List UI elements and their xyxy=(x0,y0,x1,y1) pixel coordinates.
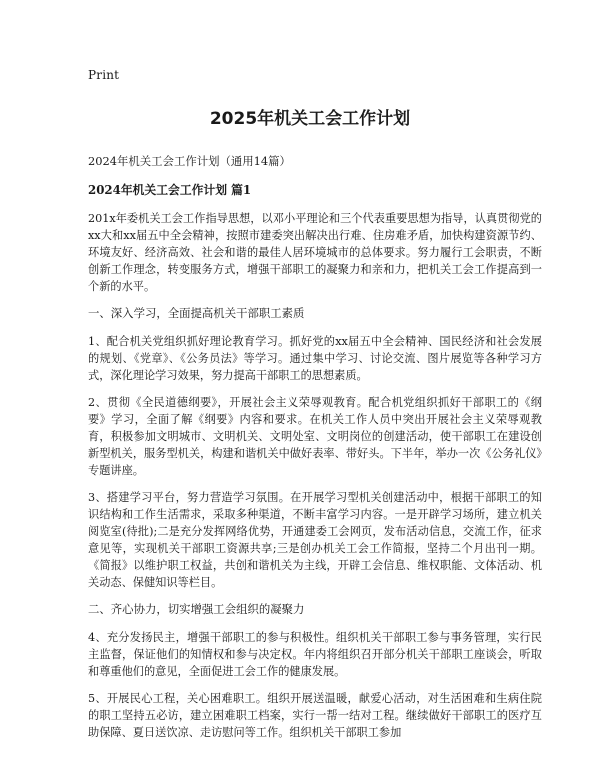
item-paragraph-4: 4、充分发扬民主，增强干部职工的参与积极性。组织机关干部职工参与事务管理，实行民主监督，保证他们的知情权和参与决定权。年内将组织召开部分机关干部职工座谈会，听取和尊重他们的意见，全面促进工会工作的健康发展。 xyxy=(88,631,542,678)
document-title: 2025年机关工会工作计划 xyxy=(209,109,411,129)
part-heading-2: 二、齐心协力，切实增强工会组织的凝聚力 xyxy=(88,602,305,616)
item-paragraph-2: 2、贯彻《全民道德纲要》，开展社会主义荣辱观教育。配合机党组织抓好干部职工的《纲要》学习，全面了解《纲要》内容和要求。在机关工作人员中突出开展社会主义荣辱观教育，积极参加文明城市、文明机关、文明处室、文明岗位的创建活动，使干部职工在建设创新型机关，服务型机关，构建和谐机关中做好表率、带好头。下半年，举办一次《公务礼仪》专题讲座。 xyxy=(88,396,542,477)
document-subtitle: 2024年机关工会工作计划（通用14篇） xyxy=(88,154,291,168)
item-paragraph-5: 5、开展民心工程，关心困难职工。组织开展送温暖，献爱心活动，对生活困难和生病住院的职工坚持五必访，建立困难职工档案，实行一帮一结对工程。继续做好干部职工的医疗互助保障、夏日送饮凉、走访慰问等工作。组织机关干部职工参加 xyxy=(88,692,542,739)
item-paragraph-1: 1、配合机关党组织抓好理论教育学习。抓好党的xx届五中全会精神、国民经济和社会发展的规划、《党章》、《公务员法》等学习。通过集中学习、讨论交流、图片展览等各种学习方式，深化理论学习效果，努力提高干部职工的思想素质。 xyxy=(88,335,542,382)
intro-paragraph: 201x年委机关工会工作指导思想，以邓小平理论和三个代表重要思想为指导，认真贯彻党的xx大和xx届五中全会精神，按照市建委突出解决出行难、住房难矛盾，加快构建资源节约、环境友好、经济高效、社会和谐的最佳人居环境城市的总体要求。努力履行工会职责，不断创新工作理念，转变服务方式，增强干部职工的凝聚力和亲和力，把机关工会工作提高到一个新的水平。 xyxy=(88,212,542,293)
section-heading: 2024年机关工会工作计划 篇1 xyxy=(88,183,252,197)
part-heading-1: 一、深入学习，全面提高机关干部职工素质 xyxy=(88,306,305,320)
print-label[interactable]: Print xyxy=(88,68,120,82)
item-paragraph-3: 3、搭建学习平台，努力营造学习氛围。在开展学习型机关创建活动中，根据干部职工的知识结构和工作生活需求，采取多种渠道，不断丰富学习内容。一是开辟学习场所，建立机关阅览室(待批);二是充分发挥网络优势，开通建委工会网页，发布活动信息，交流工作，征求意见等，实现机关干部职工资源共享;三是创办机关工会工作简报，坚持二个月出刊一期。《简报》以维护职工权益，共创和谐机关为主线，开辟工会信息、维权职能、文体活动、机关动态、保健知识等栏目。 xyxy=(88,491,542,589)
